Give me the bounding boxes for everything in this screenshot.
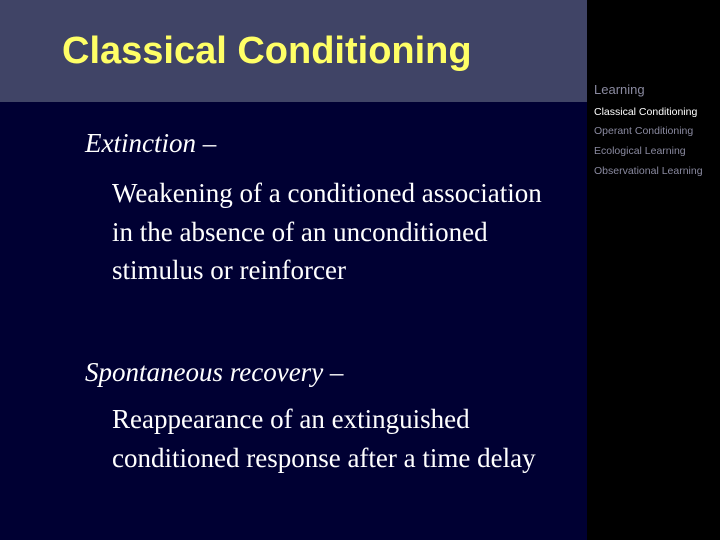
sidebar-item-classical-conditioning[interactable]: Classical Conditioning	[594, 106, 698, 118]
slide-title: Classical Conditioning	[62, 30, 472, 72]
sidebar-item-ecological-learning[interactable]: Ecological Learning	[594, 145, 686, 157]
sidebar-item-operant-conditioning[interactable]: Operant Conditioning	[594, 125, 694, 137]
term-extinction: Extinction –	[85, 128, 217, 158]
term-spontaneous-recovery: Spontaneous recovery –	[85, 357, 344, 387]
sidebar-heading[interactable]: Learning	[594, 82, 645, 97]
definition-spontaneous-recovery: Reappearance of an extinguished conditioned response after a time delay	[112, 404, 536, 473]
sidebar-item-observational-learning[interactable]: Observational Learning	[594, 165, 703, 177]
definition-extinction: Weakening of a conditioned association in the absence of an unconditioned stimulus or reinforcer	[112, 178, 542, 285]
sidebar-panel	[587, 0, 720, 540]
